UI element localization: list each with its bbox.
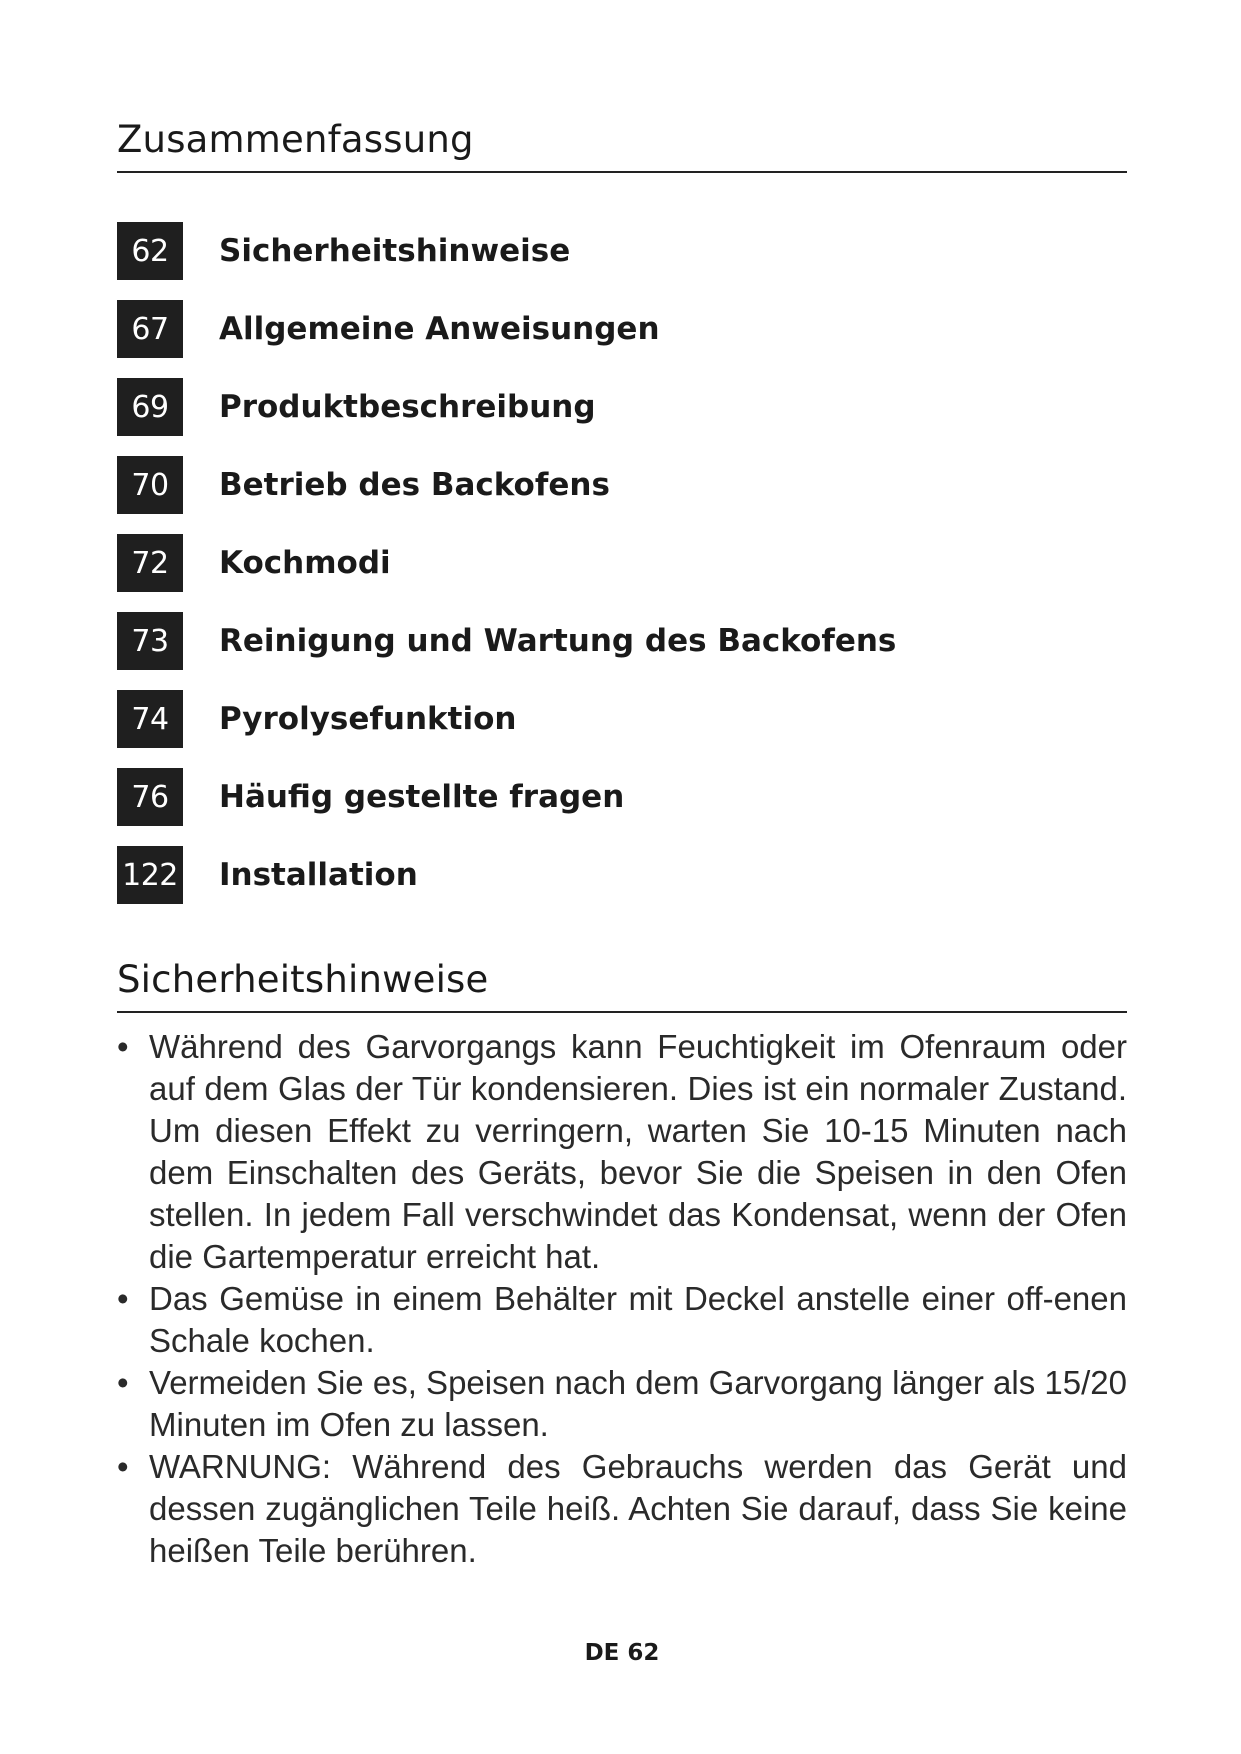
toc-item-betrieb-des-backofens[interactable] xyxy=(117,456,1127,514)
toc-item-allgemeine-anweisungen[interactable] xyxy=(117,300,1127,358)
toc-page-number: 73 xyxy=(117,612,183,670)
bullet-icon: • xyxy=(117,1280,129,1317)
safety-bullet-list xyxy=(117,1026,1127,1572)
bullet-text: WARNUNG: Während des Gebrauchs werden das Gerät und dessen zugänglichen Teile heiß. Achten Sie darauf, dass Sie keine heißen Teile berühren. xyxy=(149,1448,1127,1569)
toc-page-number: 122 xyxy=(117,846,183,904)
toc-label: Allgemeine Anweisungen xyxy=(219,311,660,347)
safety-bullet-item xyxy=(117,1278,1127,1362)
toc-label: Betrieb des Backofens xyxy=(219,467,610,503)
toc-page-number: 76 xyxy=(117,768,183,826)
toc-label: Installation xyxy=(219,857,418,893)
bullet-icon: • xyxy=(117,1028,129,1065)
manual-page xyxy=(117,0,1127,1754)
safety-section-title: Sicherheitshinweise xyxy=(117,958,1127,1013)
bullet-text: Das Gemüse in einem Behälter mit Deckel anstelle einer off-enen Schale kochen. xyxy=(149,1280,1127,1359)
toc-page-number: 62 xyxy=(117,222,183,280)
toc-label: Produktbeschreibung xyxy=(219,389,596,425)
toc-label: Pyrolysefunktion xyxy=(219,701,517,737)
toc-page-number: 70 xyxy=(117,456,183,514)
toc-page-number: 74 xyxy=(117,690,183,748)
page-number-footer: DE 62 xyxy=(584,1640,660,1666)
toc-page-number: 69 xyxy=(117,378,183,436)
safety-bullet-item xyxy=(117,1026,1127,1278)
bullet-icon: • xyxy=(117,1364,129,1401)
safety-bullet-item xyxy=(117,1362,1127,1446)
toc-page-number: 67 xyxy=(117,300,183,358)
toc-item-kochmodi[interactable] xyxy=(117,534,1127,592)
toc-item-produktbeschreibung[interactable] xyxy=(117,378,1127,436)
toc-label: Sicherheitshinweise xyxy=(219,233,571,269)
toc-title: Zusammenfassung xyxy=(117,118,1127,173)
bullet-text: Vermeiden Sie es, Speisen nach dem Garvorgang länger als 15/20 Minuten im Ofen zu lassen. xyxy=(149,1364,1127,1443)
toc-item-sicherheitshinweise[interactable] xyxy=(117,222,1127,280)
toc-item-installation[interactable] xyxy=(117,846,1127,904)
toc-item-pyrolysefunktion[interactable] xyxy=(117,690,1127,748)
toc-label: Kochmodi xyxy=(219,545,391,581)
toc-label: Reinigung und Wartung des Backofens xyxy=(219,623,897,659)
toc-list xyxy=(117,222,1127,924)
toc-item-haeufig-gestellte-fragen[interactable] xyxy=(117,768,1127,826)
toc-label: Häufig gestellte fragen xyxy=(219,779,625,815)
toc-item-reinigung-und-wartung[interactable] xyxy=(117,612,1127,670)
safety-bullet-item xyxy=(117,1446,1127,1572)
bullet-text: Während des Garvorgangs kann Feuchtigkeit im Ofenraum oder auf dem Glas der Tür kondensieren. Dies ist ein normaler Zustand. Um diesen Effekt zu verringern, warten Sie 10-15 Minuten nach dem Einschalten des Geräts, bevor Sie die Speisen in den Ofen stellen. In jedem Fall verschwindet das Kondensat, wenn der Ofen die Gartemperatur erreicht hat. xyxy=(149,1028,1127,1275)
toc-page-number: 72 xyxy=(117,534,183,592)
bullet-icon: • xyxy=(117,1448,129,1485)
